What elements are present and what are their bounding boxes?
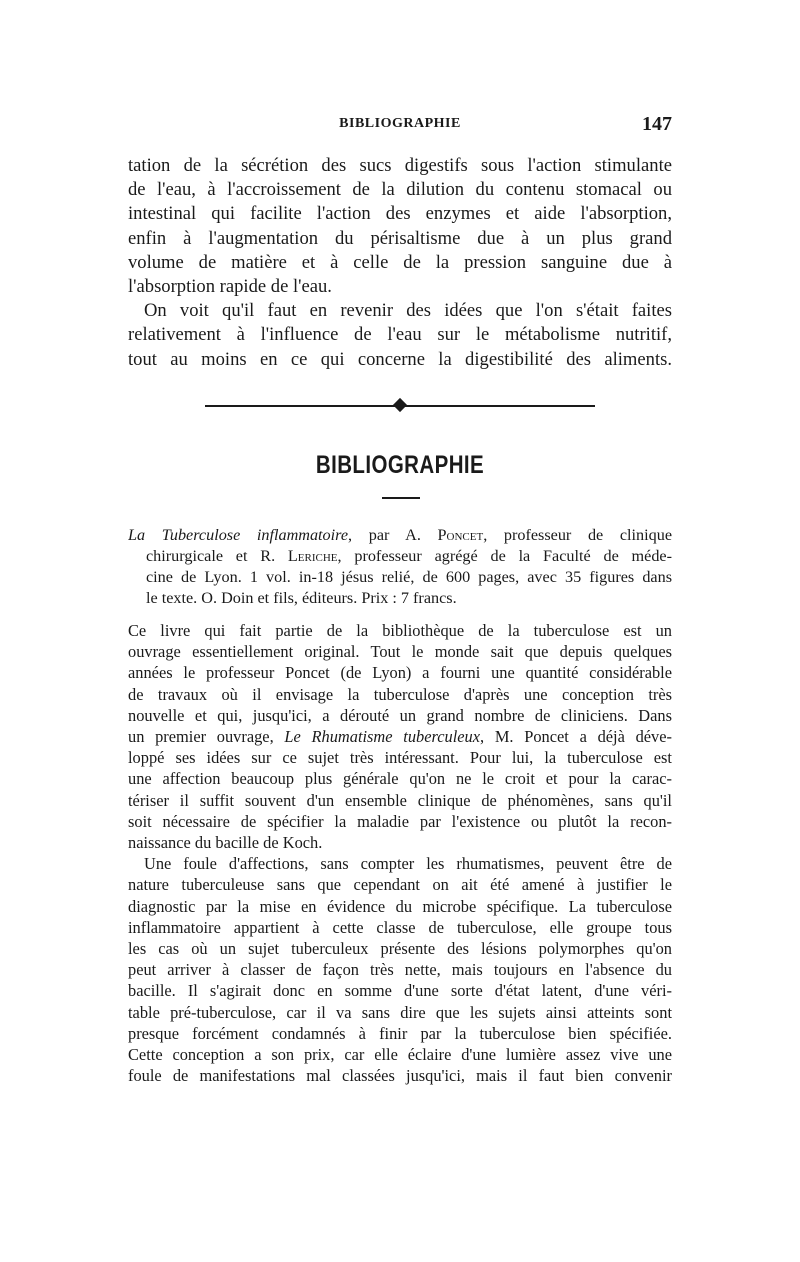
intro-line: volume de matière et à celle de la pression sanguine due à [128, 251, 672, 273]
review-line: table pré-tuberculose, car il va sans dire que les sujets ainsi atteints sont [128, 1002, 672, 1022]
review-line: Cette conception a son prix, car elle éclaire d'une lumière assez vive une [128, 1045, 672, 1065]
review-line: ouvrage essentiellement original. Tout le monde sait que depuis quelques [128, 642, 672, 662]
bibliographic-entry [128, 525, 672, 609]
entry-text: , professeur agrégé de la Faculté de méde- [337, 547, 672, 565]
review-line: une affection beaucoup plus générale qu'on ne le croit et pour la carac- [128, 769, 672, 789]
review-line: les cas où un sujet tuberculeux présente des lésions polymorphes qu'on [128, 939, 672, 959]
intro-line: tout au moins en ce qui concerne la digestibilité des aliments. [128, 348, 672, 370]
intro-line: de l'eau, à l'accroissement de la dilution du contenu stomacal ou [128, 179, 672, 201]
diamond-ornament-icon [393, 398, 407, 412]
review-line: presque forcément condamnés à finir par la tuberculose bien spécifiée. [128, 1023, 672, 1043]
intro-line: intestinal qui facilite l'action des enzymes et aide l'absorption, [128, 203, 672, 225]
review-text-run: un premier ouvrage, [128, 727, 285, 747]
entry-text: , par A. [348, 526, 438, 544]
review-line: nouvelle et qui, jusqu'ici, a dérouté un grand nombre de cliniciens. Dans [128, 705, 672, 725]
review-line: bacille. Il s'agirait donc en somme d'une sorte d'état latent, d'une véri- [128, 981, 672, 1001]
review-line: loppé ses idées sur ce sujet très intéressant. Pour lui, la tuberculose est [128, 748, 672, 768]
review-line: naissance du bacille de Koch. [128, 833, 323, 853]
review-line: nature tuberculeuse sans que cependant on ait été amené à justifier le [128, 875, 672, 895]
entry-line: le texte. O. Doin et fils, éditeurs. Prix : 7 francs. [146, 589, 457, 607]
entry-text: chirurgicale et R. [146, 547, 288, 565]
intro-line: enfin à l'augmentation du périsaltisme due à un plus grand [128, 227, 672, 249]
entry-text: , professeur de clinique [483, 526, 672, 544]
review-text [128, 620, 672, 1086]
review-line: tériser il suffit souvent d'un ensemble clinique de phénomènes, sans qu'il [128, 790, 672, 810]
review-line: inflammatoire appartient à cette classe de tuberculose, elle groupe tous [128, 917, 672, 937]
book-title: La Tuberculose inflammatoire [128, 526, 349, 544]
author-name: Poncet [437, 526, 484, 544]
review-line: Ce livre qui fait partie de la bibliothèque de la tuberculose est un [128, 621, 672, 640]
running-head [128, 113, 672, 138]
review-line: soit nécessaire de spécifier la maladie par l'existence ou plutôt la recon- [128, 811, 672, 831]
intro-paragraphs [128, 154, 672, 372]
review-line: Une foule d'affections, sans compter les rhumatismes, peuvent être de [144, 854, 672, 874]
section-title: BIBLIOGRAPHIE [315, 451, 485, 479]
running-title: BIBLIOGRAPHIE [339, 116, 461, 131]
intro-line: tation de la sécrétion des sucs digestifs sous l'action stimulante [128, 155, 672, 176]
review-line: foule de manifestations mal classées jusqu'ici, mais il faut bien convenir [128, 1066, 672, 1086]
review-line: années le professeur Poncet (de Lyon) a fourni une quantité considérable [128, 663, 672, 683]
cited-book-title: Le Rhumatisme tuberculeux [284, 727, 481, 747]
intro-line: relativement à l'influence de l'eau sur le métabolisme nutritif, [128, 324, 672, 346]
review-line: diagnostic par la mise en évidence du microbe spécifique. La tuberculose [128, 896, 672, 916]
review-text-run: , M. Poncet a déjà déve- [480, 727, 672, 747]
review-line: de travaux où il envisage la tuberculose d'après une conception très [128, 684, 672, 704]
title-rule [382, 497, 420, 499]
entry-line [128, 525, 672, 546]
intro-line: l'absorption rapide de l'eau. [128, 276, 332, 298]
intro-line: On voit qu'il faut en revenir des idées que l'on s'était faites [144, 300, 672, 322]
ornamental-separator [205, 400, 595, 412]
review-line: peut arriver à classer de façon très nette, mais toujours en l'absence du [128, 960, 672, 980]
entry-line [128, 546, 672, 567]
entry-line: cine de Lyon. 1 vol. in-18 jésus relié, de 600 pages, avec 35 figures dans [146, 568, 672, 586]
review-line [128, 726, 672, 747]
page-number: 147 [642, 113, 672, 135]
author-name: Leriche [287, 547, 338, 565]
